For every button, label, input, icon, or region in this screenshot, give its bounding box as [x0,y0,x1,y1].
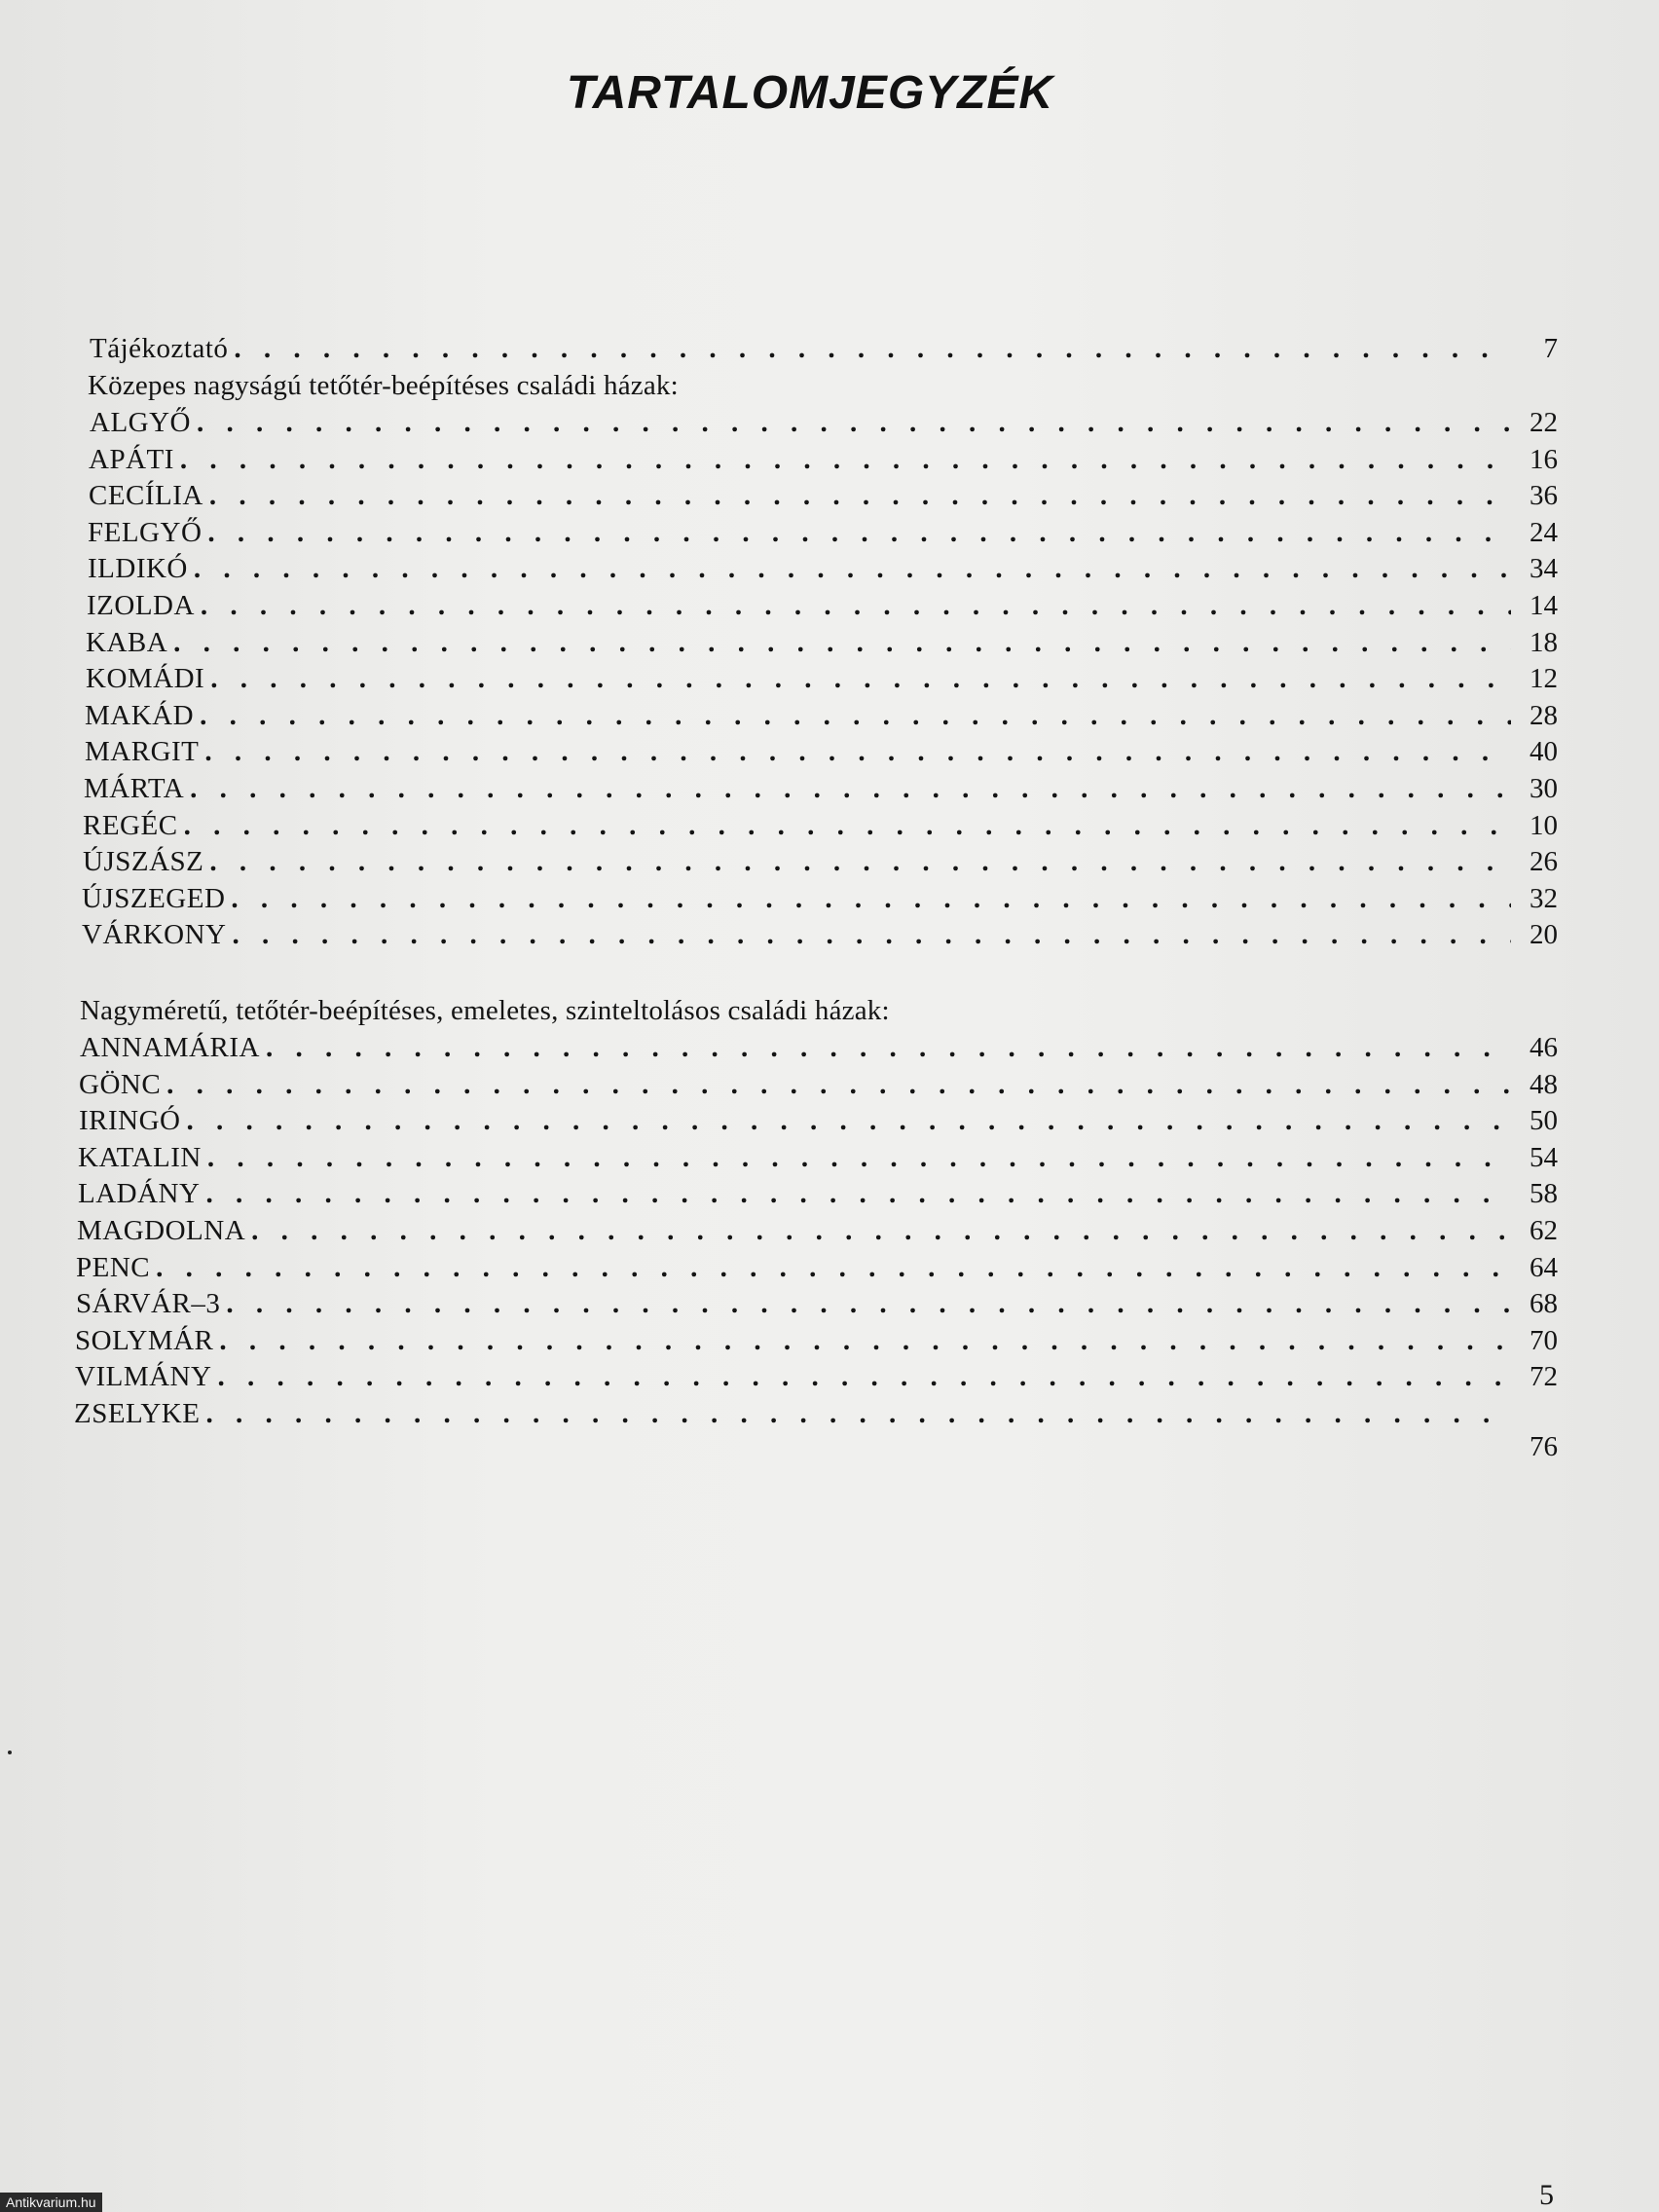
toc-entry-label: CECÍLIA [89,480,203,512]
toc-entry-page: 72 [1530,1361,1558,1393]
toc-entry-label: FELGYŐ [88,516,203,548]
toc-entry-page: 62 [1530,1215,1558,1246]
toc-entry-page: 16 [1530,443,1558,475]
toc-entry-page: 36 [1530,480,1558,512]
toc-entry-label: ÚJSZEGED [82,882,226,914]
section-heading: Nagyméretű, tetőtér-beépítéses, emeletes, szinteltolásos családi házak: [80,995,890,1026]
toc-entry-label: LADÁNY [78,1178,201,1210]
toc-entry [86,661,1558,696]
toc-entry-label: SÁRVÁR–3 [76,1288,221,1320]
toc-entry-label: REGÉC [83,809,178,841]
toc-entry [80,1030,1558,1065]
toc-entry [79,1103,1558,1138]
dot-leader [217,1359,1511,1394]
toc-entry [74,1396,1558,1431]
toc-entry-label: IZOLDA [87,590,195,621]
dot-leader [231,881,1511,916]
dot-leader [166,1067,1511,1102]
watermark: Antikvarium.hu [0,2193,102,2212]
toc-entry-label: SOLYMÁR [75,1324,214,1356]
toc-entry-label: KABA [86,626,168,658]
toc-entry-label: ZSELYKE [74,1398,201,1429]
toc-entry [78,1176,1558,1211]
toc-entry-page: 26 [1530,846,1558,878]
toc-entry-page: 48 [1530,1068,1558,1100]
dot-leader [226,1286,1511,1321]
dot-leader [205,1396,1511,1431]
toc-entry-label: KATALIN [78,1141,202,1173]
toc-entry-label: MÁRTA [84,773,185,804]
dot-leader [156,1250,1511,1285]
toc-entry-label: KOMÁDI [86,663,205,695]
toc-entry [77,1213,1558,1248]
dot-leader [173,625,1511,660]
toc-entry-label: PENC [76,1251,151,1283]
toc-entry-page: 24 [1530,516,1558,548]
toc-entry-page: 76 [1530,1430,1558,1462]
toc-entry-page: 50 [1530,1105,1558,1137]
toc-entry-page: 12 [1530,663,1558,695]
toc-entry-page: 7 [1543,333,1558,364]
dot-leader [187,1103,1512,1138]
page-title: TARTALOMJEGYZÉK [566,67,1054,119]
dot-leader [190,771,1511,806]
toc-entry-page: 20 [1530,919,1558,951]
toc-entry-label: APÁTI [89,443,174,475]
toc-entry-page: 46 [1530,1032,1558,1063]
toc-entry-label: VILMÁNY [75,1361,212,1393]
toc-entry-label: IRINGÓ [79,1105,181,1137]
toc-entry-label: Tájékoztató [90,333,229,364]
toc-entry-page: 64 [1530,1251,1558,1283]
dot-leader [251,1213,1511,1248]
dot-leader [210,661,1511,696]
toc-entry-label: MAKÁD [85,699,195,731]
toc-entry [82,917,1558,952]
toc-entry [88,515,1558,550]
toc-entry [89,442,1558,477]
dot-leader [197,405,1511,440]
dot-leader [205,1176,1511,1211]
toc-entry [85,734,1558,769]
toc-entry-page: 54 [1530,1141,1558,1173]
toc-entry-label: ANNAMÁRIA [80,1032,260,1063]
toc-entry [88,551,1558,586]
toc-entry-page: 18 [1530,626,1558,658]
toc-entry-page: 58 [1530,1178,1558,1210]
toc-entry-page: 22 [1530,407,1558,438]
dot-leader [209,478,1511,513]
dot-leader [234,331,1511,366]
dot-leader [184,808,1511,843]
toc-entry-label: ILDIKÓ [88,553,188,585]
toc-entry-page: 34 [1530,553,1558,585]
dot-leader [207,1140,1511,1175]
toc-entry-page: 28 [1530,699,1558,731]
toc-entry [83,844,1558,879]
toc-entry [90,405,1558,440]
dot-leader [204,734,1511,769]
toc-entry [86,625,1558,660]
toc-entry [78,1140,1558,1175]
toc-entry [75,1323,1558,1358]
toc-entry-label: ÚJSZÁSZ [83,846,204,878]
toc-entry-page: 30 [1530,773,1558,804]
toc-entry-page: 40 [1530,736,1558,768]
page-number: 5 [1539,2179,1554,2211]
toc-entry [75,1359,1558,1394]
toc-entry-page: 68 [1530,1288,1558,1320]
dot-leader [207,515,1511,550]
dot-leader [180,442,1511,477]
toc-entry [82,881,1558,916]
dot-leader [266,1030,1511,1065]
toc-entry [84,771,1558,806]
toc-entry-label: MARGIT [85,736,200,768]
toc-entry-label: GÖNC [79,1068,162,1100]
toc-entry [90,331,1558,366]
toc-entry [87,588,1558,623]
toc-entry [76,1250,1558,1285]
toc-entry [89,478,1558,513]
toc-entry-label: MAGDOLNA [77,1215,246,1246]
toc-entry [79,1067,1558,1102]
dot-leader [194,551,1511,586]
toc-entry-label: VÁRKONY [82,919,227,951]
toc-entry-label: ALGYŐ [90,407,191,438]
toc-entry [85,698,1558,733]
paper-speck [8,1751,12,1754]
dot-leader [200,698,1511,733]
dot-leader [209,844,1511,879]
toc-entry-page: 14 [1530,590,1558,621]
toc-entry-page: 70 [1530,1324,1558,1356]
dot-leader [201,588,1511,623]
toc-entry [83,808,1558,843]
toc-entry-page: 32 [1530,882,1558,914]
section-heading: Közepes nagyságú tetőtér-beépítéses családi házak: [88,370,679,401]
dot-leader [233,917,1512,952]
dot-leader [219,1323,1511,1358]
toc-entry-page: 10 [1530,809,1558,841]
toc-entry [76,1286,1558,1321]
